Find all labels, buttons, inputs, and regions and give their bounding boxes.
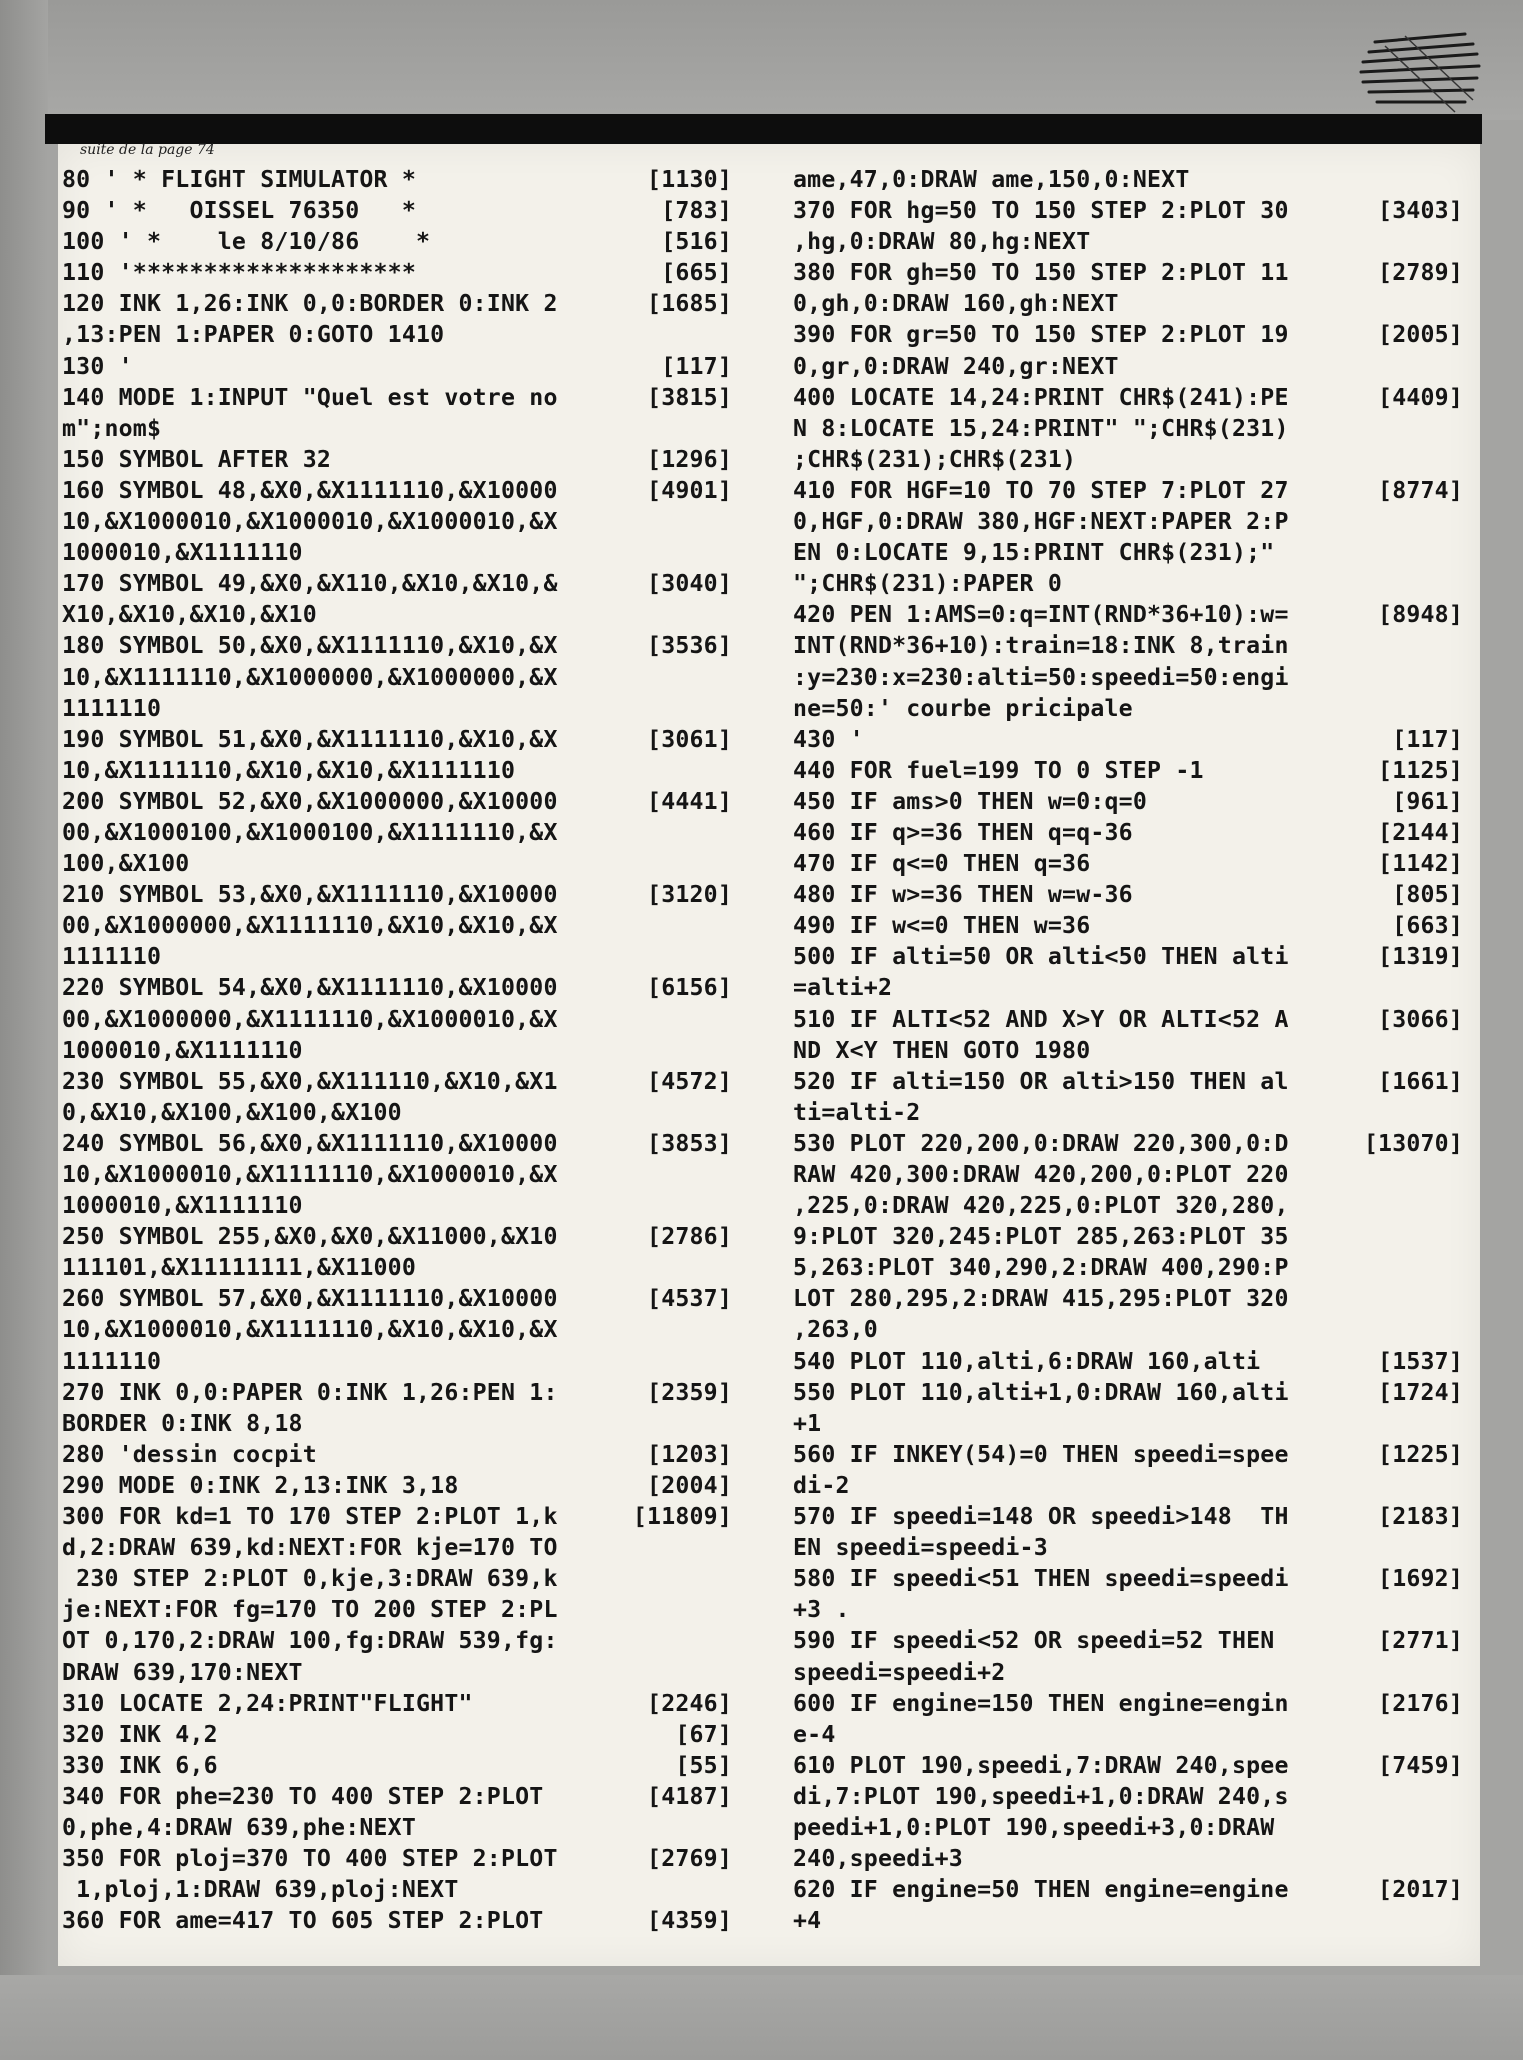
- checksum: [3066]: [1378, 1005, 1463, 1033]
- code-text: 360 FOR ame=417 TO 605 STEP 2:PLOT: [62, 1907, 544, 1935]
- checksum: [1319]: [1378, 943, 1463, 971]
- code-text: 250 SYMBOL 255,&X0,&X0,&X11000,&X10: [62, 1223, 558, 1251]
- code-line: [62, 1004, 732, 1035]
- code-line: [62, 164, 732, 195]
- checksum: [2144]: [1378, 818, 1463, 846]
- code-text: 230 SYMBOL 55,&X0,&X111110,&X10,&X1: [62, 1067, 558, 1095]
- code-text: DRAW 639,170:NEXT: [62, 1658, 303, 1686]
- code-line: [62, 1563, 732, 1594]
- code-line: [793, 1812, 1463, 1843]
- code-line: [793, 382, 1463, 413]
- code-line: [793, 1657, 1463, 1688]
- code-line: [62, 1066, 732, 1097]
- code-line: [62, 506, 732, 537]
- code-text: 500 IF alti=50 OR alti<50 THEN alti: [793, 943, 1289, 971]
- code-text: =alti+2: [793, 974, 893, 1002]
- code-line: [62, 724, 732, 755]
- code-line: [62, 351, 732, 382]
- code-text: 470 IF q<=0 THEN q=36: [793, 850, 1091, 878]
- code-text: 100,&X100: [62, 850, 190, 878]
- code-line: [793, 1470, 1463, 1501]
- code-line: [793, 972, 1463, 1003]
- code-line: [62, 1532, 732, 1563]
- code-line: [62, 1221, 732, 1252]
- code-text: ,225,0:DRAW 420,225,0:PLOT 320,280,: [793, 1192, 1289, 1220]
- code-text: ,13:PEN 1:PAPER 0:GOTO 1410: [62, 321, 445, 349]
- code-line: [793, 1128, 1463, 1159]
- code-text: 1,ploj,1:DRAW 639,ploj:NEXT: [62, 1876, 459, 1904]
- code-text: 9:PLOT 320,245:PLOT 285,263:PLOT 35: [793, 1223, 1289, 1251]
- code-line: [793, 288, 1463, 319]
- code-text: ND X<Y THEN GOTO 1980: [793, 1036, 1091, 1064]
- code-text: 320 INK 4,2: [62, 1720, 218, 1748]
- code-text: ";CHR$(231):PAPER 0: [793, 570, 1063, 598]
- code-text: 370 FOR hg=50 TO 150 STEP 2:PLOT 30: [793, 197, 1289, 225]
- code-line: [793, 1781, 1463, 1812]
- code-line: [793, 1905, 1463, 1936]
- background-left-shadow: [0, 0, 48, 2060]
- code-text: 510 IF ALTI<52 AND X>Y OR ALTI<52 A: [793, 1005, 1289, 1033]
- code-line: [62, 786, 732, 817]
- code-text: 340 FOR phe=230 TO 400 STEP 2:PLOT: [62, 1782, 544, 1810]
- code-text: OT 0,170,2:DRAW 100,fg:DRAW 539,fg:: [62, 1627, 558, 1655]
- code-text: EN speedi=speedi-3: [793, 1534, 1048, 1562]
- code-text: 180 SYMBOL 50,&X0,&X1111110,&X10,&X: [62, 632, 558, 660]
- code-text: 530 PLOT 220,200,0:DRAW 220,300,0:D: [793, 1129, 1289, 1157]
- checksum: [55]: [675, 1751, 732, 1779]
- code-text: 300 FOR kd=1 TO 170 STEP 2:PLOT 1,k: [62, 1503, 558, 1531]
- code-line: [793, 351, 1463, 382]
- code-text: 0,gh,0:DRAW 160,gh:NEXT: [793, 290, 1119, 318]
- code-text: ti=alti-2: [793, 1098, 921, 1126]
- code-text: 260 SYMBOL 57,&X0,&X1111110,&X10000: [62, 1285, 558, 1313]
- checksum: [2183]: [1378, 1503, 1463, 1531]
- code-text: X10,&X10,&X10,&X10: [62, 601, 317, 629]
- code-line: [793, 1750, 1463, 1781]
- code-line: [793, 195, 1463, 226]
- code-line: [793, 1035, 1463, 1066]
- continued-from-note: suite de la page 74: [80, 142, 215, 158]
- checksum: [3120]: [647, 881, 732, 909]
- checksum: [4537]: [647, 1285, 732, 1313]
- code-line: [793, 226, 1463, 257]
- code-text: 410 FOR HGF=10 TO 70 STEP 7:PLOT 27: [793, 476, 1289, 504]
- code-text: 210 SYMBOL 53,&X0,&X1111110,&X10000: [62, 881, 558, 909]
- code-line: [62, 1128, 732, 1159]
- code-line: [793, 1563, 1463, 1594]
- background-bottom: [0, 1975, 1523, 2060]
- code-line: [62, 1159, 732, 1190]
- code-text: 0,gr,0:DRAW 240,gr:NEXT: [793, 352, 1119, 380]
- code-line: [62, 1750, 732, 1781]
- code-text: 150 SYMBOL AFTER 32: [62, 445, 332, 473]
- code-line: [62, 972, 732, 1003]
- code-line: [62, 444, 732, 475]
- code-text: +1: [793, 1409, 822, 1437]
- code-text: 160 SYMBOL 48,&X0,&X1111110,&X10000: [62, 476, 558, 504]
- code-text: 10,&X1111110,&X10,&X10,&X1111110: [62, 756, 516, 784]
- code-text: ,hg,0:DRAW 80,hg:NEXT: [793, 228, 1091, 256]
- code-line: [793, 413, 1463, 444]
- code-line: [793, 879, 1463, 910]
- code-line: [793, 1501, 1463, 1532]
- code-line: [62, 910, 732, 941]
- code-line: [62, 662, 732, 693]
- code-text: 290 MODE 0:INK 2,13:INK 3,18: [62, 1471, 459, 1499]
- code-line: [62, 1843, 732, 1874]
- code-text: 130 ': [62, 352, 133, 380]
- checksum: [67]: [675, 1720, 732, 1748]
- checksum: [13070]: [1363, 1129, 1463, 1157]
- checksum: [8774]: [1378, 476, 1463, 504]
- code-text: 310 LOCATE 2,24:PRINT"FLIGHT": [62, 1689, 473, 1717]
- code-line: [62, 1439, 732, 1470]
- checksum: [3536]: [647, 632, 732, 660]
- code-line: [793, 941, 1463, 972]
- code-line: [62, 1657, 732, 1688]
- code-text: 440 FOR fuel=199 TO 0 STEP -1: [793, 756, 1204, 784]
- checksum: [1203]: [647, 1440, 732, 1468]
- code-line: [793, 1439, 1463, 1470]
- code-text: +3 .: [793, 1596, 850, 1624]
- code-text: 380 FOR gh=50 TO 150 STEP 2:PLOT 11: [793, 259, 1289, 287]
- code-line: [793, 319, 1463, 350]
- code-line: [793, 444, 1463, 475]
- code-text: 0,HGF,0:DRAW 380,HGF:NEXT:PAPER 2:P: [793, 508, 1289, 536]
- code-text: 120 INK 1,26:INK 0,0:BORDER 0:INK 2: [62, 290, 558, 318]
- code-text: 200 SYMBOL 52,&X0,&X1000000,&X10000: [62, 787, 558, 815]
- code-line: [793, 1066, 1463, 1097]
- code-line: [62, 288, 732, 319]
- code-text: 240,speedi+3: [793, 1845, 963, 1873]
- checksum: [516]: [661, 228, 732, 256]
- checksum: [8948]: [1378, 601, 1463, 629]
- code-line: [62, 1252, 732, 1283]
- checksum: [805]: [1392, 881, 1463, 909]
- checksum: [2017]: [1378, 1876, 1463, 1904]
- code-line: [62, 382, 732, 413]
- code-line: [793, 662, 1463, 693]
- code-line: [793, 164, 1463, 195]
- code-text: 5,263:PLOT 340,290,2:DRAW 400,290:P: [793, 1254, 1289, 1282]
- checksum: [117]: [661, 352, 732, 380]
- code-text: +4: [793, 1907, 822, 1935]
- checksum: [663]: [1392, 912, 1463, 940]
- code-line: [62, 817, 732, 848]
- checksum: [4901]: [647, 476, 732, 504]
- code-text: 400 LOCATE 14,24:PRINT CHR$(241):PE: [793, 383, 1289, 411]
- code-text: 590 IF speedi<52 OR speedi=52 THEN: [793, 1627, 1275, 1655]
- code-line: [62, 413, 732, 444]
- code-text: ;CHR$(231);CHR$(231): [793, 445, 1077, 473]
- code-line: [62, 1035, 732, 1066]
- checksum: [4409]: [1378, 383, 1463, 411]
- checksum: [4187]: [647, 1782, 732, 1810]
- code-text: ne=50:' courbe pricipale: [793, 694, 1133, 722]
- checksum: [961]: [1392, 787, 1463, 815]
- code-line: [62, 537, 732, 568]
- checksum: [2786]: [647, 1223, 732, 1251]
- code-text: 230 STEP 2:PLOT 0,kje,3:DRAW 639,k: [62, 1565, 558, 1593]
- code-text: 10,&X1000010,&X1111110,&X10,&X10,&X: [62, 1316, 558, 1344]
- code-text: di,7:PLOT 190,speedi+1,0:DRAW 240,s: [793, 1782, 1289, 1810]
- code-text: 10,&X1000010,&X1000010,&X1000010,&X: [62, 508, 558, 536]
- code-text: 240 SYMBOL 56,&X0,&X1111110,&X10000: [62, 1129, 558, 1157]
- code-text: 140 MODE 1:INPUT "Quel est votre no: [62, 383, 558, 411]
- code-line: [793, 1843, 1463, 1874]
- code-line: [793, 1004, 1463, 1035]
- code-text: peedi+1,0:PLOT 190,speedi+3,0:DRAW: [793, 1813, 1275, 1841]
- checksum: [2246]: [647, 1689, 732, 1717]
- code-text: 490 IF w<=0 THEN w=36: [793, 912, 1091, 940]
- code-line: [62, 1283, 732, 1314]
- code-line: [793, 1377, 1463, 1408]
- code-text: EN 0:LOCATE 9,15:PRINT CHR$(231);": [793, 539, 1275, 567]
- checksum: [2771]: [1378, 1627, 1463, 1655]
- code-text: 1000010,&X1111110: [62, 1036, 303, 1064]
- code-text: 1111110: [62, 943, 162, 971]
- checksum: [1225]: [1378, 1440, 1463, 1468]
- code-line: [793, 1346, 1463, 1377]
- code-text: 390 FOR gr=50 TO 150 STEP 2:PLOT 19: [793, 321, 1289, 349]
- code-text: 570 IF speedi=148 OR speedi>148 TH: [793, 1503, 1289, 1531]
- code-text: N 8:LOCATE 15,24:PRINT" ";CHR$(231): [793, 414, 1289, 442]
- code-line: [793, 599, 1463, 630]
- code-text: 620 IF engine=50 THEN engine=engine: [793, 1876, 1289, 1904]
- checksum: [4441]: [647, 787, 732, 815]
- code-text: 80 ' * FLIGHT SIMULATOR *: [62, 166, 417, 193]
- checksum: [2004]: [647, 1471, 732, 1499]
- checksum: [1142]: [1378, 850, 1463, 878]
- code-line: [62, 630, 732, 661]
- code-line: [62, 1781, 732, 1812]
- code-line: [793, 506, 1463, 537]
- code-line: [793, 1408, 1463, 1439]
- code-line: [62, 1377, 732, 1408]
- code-text: di-2: [793, 1471, 850, 1499]
- code-line: [62, 848, 732, 879]
- code-line: [62, 1719, 732, 1750]
- code-line: [62, 257, 732, 288]
- code-text: 580 IF speedi<51 THEN speedi=speedi: [793, 1565, 1289, 1593]
- code-line: [793, 910, 1463, 941]
- code-line: [793, 1252, 1463, 1283]
- checksum: [117]: [1392, 725, 1463, 753]
- code-line: [793, 1594, 1463, 1625]
- code-text: 90 ' * OISSEL 76350 *: [62, 197, 417, 225]
- code-line: [62, 755, 732, 786]
- code-line: [62, 319, 732, 350]
- code-text: 550 PLOT 110,alti+1,0:DRAW 160,alti: [793, 1378, 1289, 1406]
- code-text: 110 '********************: [62, 259, 417, 287]
- code-line: [793, 1097, 1463, 1128]
- code-line: [793, 693, 1463, 724]
- code-line: [62, 1688, 732, 1719]
- code-text: ,263,0: [793, 1316, 878, 1344]
- code-text: 10,&X1000010,&X1111110,&X1000010,&X: [62, 1161, 558, 1188]
- code-text: 0,&X10,&X100,&X100,&X100: [62, 1098, 402, 1126]
- checksum: [3853]: [647, 1129, 732, 1157]
- code-line: [793, 257, 1463, 288]
- code-text: INT(RND*36+10):train=18:INK 8,train: [793, 632, 1289, 660]
- code-text: 10,&X1111110,&X1000000,&X1000000,&X: [62, 663, 558, 691]
- code-line: [793, 1159, 1463, 1190]
- code-line: [793, 1625, 1463, 1656]
- checksum: [3815]: [647, 383, 732, 411]
- magazine-logo-icon: [1355, 22, 1485, 122]
- code-text: 111101,&X11111111,&X11000: [62, 1254, 417, 1282]
- code-line: [793, 630, 1463, 661]
- checksum: [783]: [661, 197, 732, 225]
- code-line: [62, 599, 732, 630]
- code-text: d,2:DRAW 639,kd:NEXT:FOR kje=170 TO: [62, 1534, 558, 1562]
- code-text: 00,&X1000100,&X1000100,&X1111110,&X: [62, 818, 558, 846]
- checksum: [6156]: [647, 974, 732, 1002]
- code-line: [793, 1532, 1463, 1563]
- code-line: [62, 1190, 732, 1221]
- code-line: [62, 1097, 732, 1128]
- code-line: [793, 724, 1463, 755]
- code-text: 600 IF engine=150 THEN engine=engin: [793, 1689, 1289, 1717]
- code-line: [62, 1501, 732, 1532]
- code-line: [62, 226, 732, 257]
- checksum: [1130]: [647, 166, 732, 193]
- listing-column-right: [793, 164, 1463, 1936]
- checksum: [4359]: [647, 1907, 732, 1935]
- code-text: 430 ': [793, 725, 864, 753]
- code-line: [62, 1812, 732, 1843]
- code-line: [62, 941, 732, 972]
- checksum: [1685]: [647, 290, 732, 318]
- checksum: [7459]: [1378, 1751, 1463, 1779]
- code-line: [62, 1905, 732, 1936]
- code-line: [793, 755, 1463, 786]
- checksum: [1296]: [647, 445, 732, 473]
- checksum: [1537]: [1378, 1347, 1463, 1375]
- checksum: [2359]: [647, 1378, 732, 1406]
- checksum: [11809]: [632, 1503, 732, 1531]
- code-text: 420 PEN 1:AMS=0:q=INT(RND*36+10):w=: [793, 601, 1289, 629]
- code-text: 560 IF INKEY(54)=0 THEN speedi=spee: [793, 1440, 1289, 1468]
- code-line: [793, 568, 1463, 599]
- code-text: RAW 420,300:DRAW 420,200,0:PLOT 220: [793, 1161, 1289, 1188]
- code-text: 460 IF q>=36 THEN q=q-36: [793, 818, 1133, 846]
- code-line: [62, 1874, 732, 1905]
- code-line: [793, 537, 1463, 568]
- code-text: speedi=speedi+2: [793, 1658, 1006, 1686]
- code-line: [793, 475, 1463, 506]
- code-line: [793, 786, 1463, 817]
- code-text: 170 SYMBOL 49,&X0,&X110,&X10,&X10,&: [62, 570, 558, 598]
- code-text: 00,&X1000000,&X1111110,&X1000010,&X: [62, 1005, 558, 1033]
- code-text: 450 IF ams>0 THEN w=0:q=0: [793, 787, 1148, 815]
- code-text: 280 'dessin cocpit: [62, 1440, 317, 1468]
- code-text: 00,&X1000000,&X1111110,&X10,&X10,&X: [62, 912, 558, 940]
- checksum: [3061]: [647, 725, 732, 753]
- code-text: 350 FOR ploj=370 TO 400 STEP 2:PLOT: [62, 1845, 558, 1873]
- code-line: [793, 848, 1463, 879]
- code-line: [62, 1314, 732, 1345]
- checksum: [2769]: [647, 1845, 732, 1873]
- listing-column-left: [62, 164, 732, 1936]
- code-text: 480 IF w>=36 THEN w=w-36: [793, 881, 1133, 909]
- checksum: [2176]: [1378, 1689, 1463, 1717]
- header-rule: [45, 114, 1482, 144]
- checksum: [1661]: [1378, 1067, 1463, 1095]
- code-line: [62, 1470, 732, 1501]
- code-line: [793, 1688, 1463, 1719]
- code-line: [62, 195, 732, 226]
- code-text: 220 SYMBOL 54,&X0,&X1111110,&X10000: [62, 974, 558, 1002]
- code-text: 1000010,&X1111110: [62, 539, 303, 567]
- code-text: LOT 280,295,2:DRAW 415,295:PLOT 320: [793, 1285, 1289, 1313]
- code-text: 190 SYMBOL 51,&X0,&X1111110,&X10,&X: [62, 725, 558, 753]
- checksum: [1724]: [1378, 1378, 1463, 1406]
- code-line: [793, 1190, 1463, 1221]
- checksum: [665]: [661, 259, 732, 287]
- code-text: 610 PLOT 190,speedi,7:DRAW 240,spee: [793, 1751, 1289, 1779]
- code-text: 520 IF alti=150 OR alti>150 THEN al: [793, 1067, 1289, 1095]
- code-line: [62, 1346, 732, 1377]
- code-line: [793, 817, 1463, 848]
- background-top: [0, 0, 1523, 120]
- code-text: 1111110: [62, 1347, 162, 1375]
- code-text: 330 INK 6,6: [62, 1751, 218, 1779]
- code-line: [62, 475, 732, 506]
- code-text: 1000010,&X1111110: [62, 1192, 303, 1220]
- checksum: [3040]: [647, 570, 732, 598]
- code-line: [793, 1283, 1463, 1314]
- code-text: BORDER 0:INK 8,18: [62, 1409, 303, 1437]
- code-text: ame,47,0:DRAW ame,150,0:NEXT: [793, 166, 1190, 193]
- checksum: [2005]: [1378, 321, 1463, 349]
- code-text: 540 PLOT 110,alti,6:DRAW 160,alti: [793, 1347, 1261, 1375]
- checksum: [1125]: [1378, 756, 1463, 784]
- code-line: [62, 568, 732, 599]
- code-line: [793, 1874, 1463, 1905]
- code-text: 1111110: [62, 694, 162, 722]
- code-line: [62, 1625, 732, 1656]
- code-text: m";nom$: [62, 414, 162, 442]
- code-line: [62, 1408, 732, 1439]
- code-line: [793, 1221, 1463, 1252]
- code-text: :y=230:x=230:alti=50:speedi=50:engi: [793, 663, 1289, 691]
- checksum: [3403]: [1378, 197, 1463, 225]
- code-text: 100 ' * le 8/10/86 *: [62, 228, 431, 256]
- checksum: [1692]: [1378, 1565, 1463, 1593]
- code-text: e-4: [793, 1720, 836, 1748]
- code-line: [793, 1719, 1463, 1750]
- code-text: je:NEXT:FOR fg=170 TO 200 STEP 2:PL: [62, 1596, 558, 1624]
- code-text: 0,phe,4:DRAW 639,phe:NEXT: [62, 1813, 417, 1841]
- code-line: [793, 1314, 1463, 1345]
- code-line: [62, 693, 732, 724]
- code-line: [62, 879, 732, 910]
- checksum: [2789]: [1378, 259, 1463, 287]
- code-line: [62, 1594, 732, 1625]
- code-text: 270 INK 0,0:PAPER 0:INK 1,26:PEN 1:: [62, 1378, 558, 1406]
- checksum: [4572]: [647, 1067, 732, 1095]
